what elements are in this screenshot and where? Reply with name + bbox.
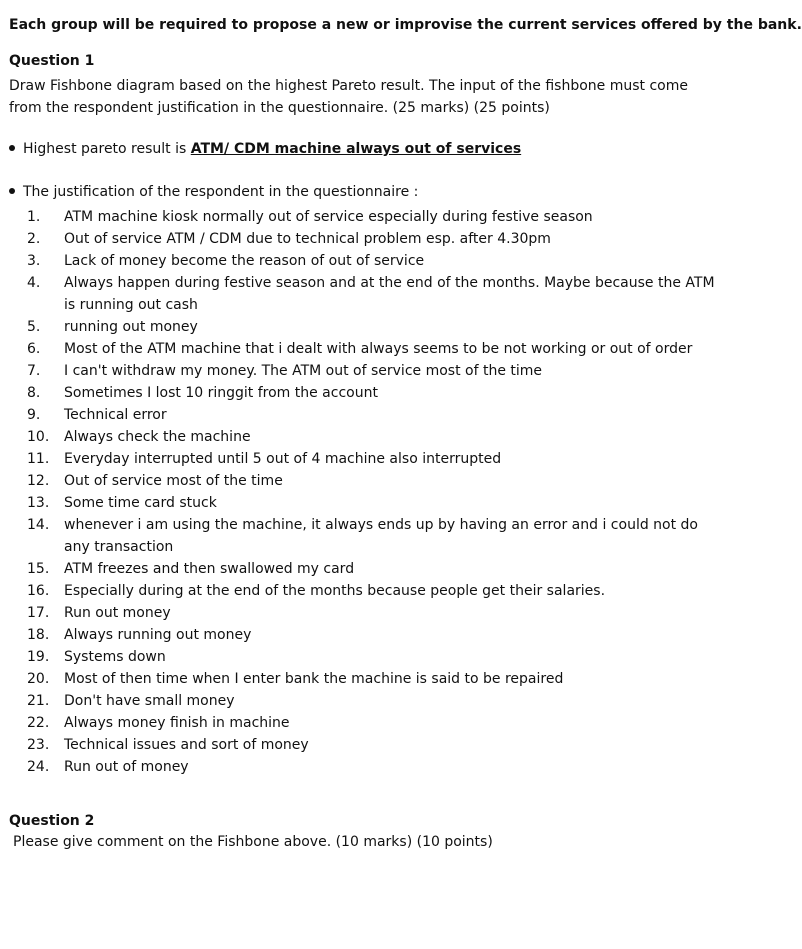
list-item-text: Sometimes I lost 10 ringgit from the account — [64, 385, 378, 401]
list-item-number: 4. — [27, 275, 41, 291]
justification-heading — [9, 184, 418, 200]
list-item — [27, 360, 717, 382]
list-item-number: 19. — [27, 649, 50, 665]
justification-heading-text: The justification of the respondent in the questionnaire : — [23, 184, 419, 200]
list-item-number: 15. — [27, 561, 50, 577]
list-item-text: Out of service ATM / CDM due to technical problem esp. after 4.30pm — [64, 231, 551, 247]
list-item-text: ATM machine kiosk normally out of service especially during festive season — [64, 209, 593, 225]
question-1-body: Draw Fishbone diagram based on the highest Pareto result. The input of the fishbone must come from the respondent justification in the questionnaire. (25 marks) (25 points) — [9, 78, 688, 116]
list-item-text: Don't have small money — [64, 693, 235, 709]
pareto-result — [9, 141, 521, 157]
list-item — [27, 250, 717, 272]
list-item — [27, 338, 717, 360]
list-item-number: 16. — [27, 583, 50, 599]
list-item — [27, 382, 717, 404]
bullet-icon — [9, 188, 15, 194]
list-item-number: 7. — [27, 363, 41, 379]
list-item-text: Always running out money — [64, 627, 252, 643]
list-item-number: 24. — [27, 759, 50, 775]
list-item-text: Lack of money become the reason of out of service — [64, 253, 425, 269]
list-item — [27, 558, 717, 580]
list-item-number: 17. — [27, 605, 50, 621]
list-item — [27, 624, 717, 646]
list-item — [27, 316, 717, 338]
list-item — [27, 228, 717, 250]
list-item-text: Out of service most of the time — [64, 473, 283, 489]
question-2-title: Question 2 — [9, 813, 95, 829]
list-item — [27, 492, 717, 514]
list-item — [27, 646, 717, 668]
list-item-number: 9. — [27, 407, 41, 423]
list-item — [27, 448, 717, 470]
list-item-number: 2. — [27, 231, 41, 247]
list-item-number: 6. — [27, 341, 41, 357]
list-item-text: Run out money — [64, 605, 171, 621]
justification-list — [27, 206, 717, 778]
list-item-number: 21. — [27, 693, 50, 709]
list-item-number: 5. — [27, 319, 41, 335]
list-item-text: Especially during at the end of the months because people get their salaries. — [64, 583, 606, 599]
list-item-text: Technical issues and sort of money — [64, 737, 309, 753]
list-item-number: 12. — [27, 473, 50, 489]
list-item-text: Systems down — [64, 649, 166, 665]
list-item-text: Always check the machine — [64, 429, 251, 445]
list-item-text: Always happen during festive season and at the end of the months. Maybe because the ATM is running out cash — [64, 275, 715, 313]
list-item — [27, 206, 717, 228]
list-item-number: 23. — [27, 737, 50, 753]
question-2-body: Please give comment on the Fishbone above. (10 marks) (10 points) — [13, 834, 493, 850]
pareto-label: Highest pareto result is — [23, 141, 191, 157]
list-item — [27, 602, 717, 624]
list-item — [27, 668, 717, 690]
list-item-text: Technical error — [64, 407, 167, 423]
list-item — [27, 734, 717, 756]
question-1-title: Question 1 — [9, 53, 95, 69]
list-item-text: Some time card stuck — [64, 495, 217, 511]
list-item — [27, 712, 717, 734]
list-item-text: I can't withdraw my money. The ATM out of service most of the time — [64, 363, 543, 379]
list-item-number: 10. — [27, 429, 50, 445]
bullet-icon — [9, 145, 15, 151]
list-item-number: 11. — [27, 451, 50, 467]
list-item-text: Most of the ATM machine that i dealt with always seems to be not working or out of order — [64, 341, 693, 357]
list-item — [27, 426, 717, 448]
list-item — [27, 404, 717, 426]
list-item — [27, 514, 717, 558]
list-item-number: 18. — [27, 627, 50, 643]
list-item-number: 8. — [27, 385, 41, 401]
pareto-value: ATM/ CDM machine always out of services — [190, 141, 522, 157]
list-item-number: 20. — [27, 671, 50, 687]
list-item — [27, 470, 717, 492]
list-item — [27, 756, 717, 778]
list-item-number: 14. — [27, 517, 50, 533]
list-item-text: Run out of money — [64, 759, 189, 775]
list-item — [27, 690, 717, 712]
assignment-intro: Each group will be required to propose a new or improvise the current services offered by the bank. — [9, 17, 802, 33]
list-item-text: Most of then time when I enter bank the machine is said to be repaired — [64, 671, 564, 687]
list-item — [27, 272, 717, 316]
list-item-number: 13. — [27, 495, 50, 511]
list-item-number: 22. — [27, 715, 50, 731]
list-item-text: ATM freezes and then swallowed my card — [64, 561, 355, 577]
list-item — [27, 580, 717, 602]
list-item-text: whenever i am using the machine, it always ends up by having an error and i could not do any transaction — [64, 517, 698, 555]
list-item-text: Always money finish in machine — [64, 715, 290, 731]
list-item-text: running out money — [64, 319, 198, 335]
list-item-text: Everyday interrupted until 5 out of 4 machine also interrupted — [64, 451, 502, 467]
list-item-number: 1. — [27, 209, 41, 225]
list-item-number: 3. — [27, 253, 41, 269]
